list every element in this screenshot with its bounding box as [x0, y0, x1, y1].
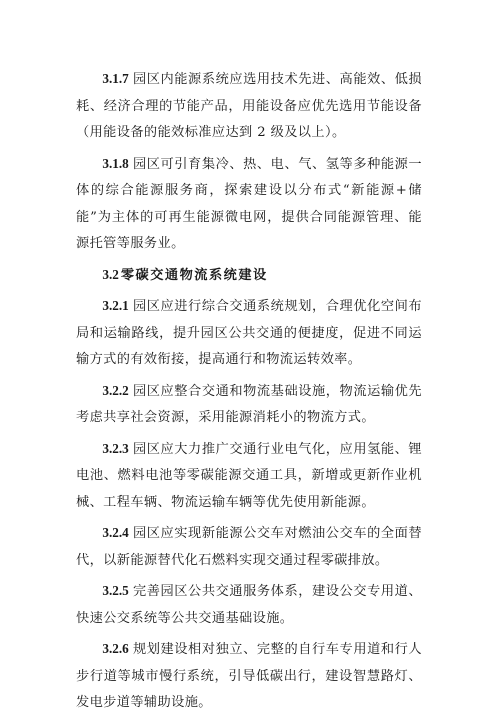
clause-number: 3.2.5	[102, 583, 129, 598]
clause-number: 3.1.8	[102, 155, 129, 171]
section-title: 零碳交通物流系统建设	[120, 267, 268, 283]
clause-3-2-6	[76, 636, 422, 717]
clause-number: 3.2.2	[102, 382, 129, 398]
clause-text: 园区可引育集冷、热、电、气、氢等多种能源一体的综合能源服务商，探索建设以分布式“新能源+储能”为主体的可再生能源微电网，提供合同能源管理、能源托管等服务业。	[76, 156, 422, 251]
document-body	[76, 66, 422, 721]
clause-number: 3.2.3	[102, 440, 129, 456]
clause-text: 规划建设相对独立、完整的自行车专用道和行人步行道等城市慢行系统，引导低碳出行，建设智慧路灯、发电步道等辅助设施。	[76, 642, 422, 710]
clause-text: 完善园区公共交通服务体系，建设公交专用道、快速公交系统等公共交通基础设施。	[76, 584, 422, 626]
clause-text: 园区应进行综合交通系统规划，合理优化空间布局和运输路线，提升园区公共交通的便捷度，促进不同运输方式的有效衔接，提高通行和物流运转效率。	[76, 299, 422, 367]
clause-number: 3.2.4	[102, 525, 129, 540]
clause-3-2-5	[76, 578, 422, 632]
clause-3-2-2	[76, 378, 422, 432]
clause-text: 园区应实现新能源公交车对燃油公交车的全面替代，以新能源替代化石燃料实现交通过程零碳排放。	[76, 526, 422, 568]
clause-3-2-3	[76, 436, 422, 517]
section-number: 3.2	[102, 266, 119, 282]
clause-3-2-1	[76, 293, 422, 374]
clause-number: 3.2.1	[102, 298, 129, 313]
clause-text: 园区应整合交通和物流基础设施，物流运输优先考虑共享社会资源，采用能源消耗小的物流方式。	[76, 383, 422, 425]
clause-3-1-8	[76, 151, 422, 258]
clause-number: 3.2.6	[102, 641, 129, 656]
clause-3-2-4	[76, 520, 422, 574]
section-heading-3-2	[76, 262, 422, 290]
clause-text: 园区应大力推广交通行业电气化，应用氢能、锂电池、燃料电池等零碳能源交通工具，新增或更新作业机械、工程车辆、物流运输车辆等优先使用新能源。	[76, 441, 422, 510]
clause-text: 园区内能源系统应选用技术先进、高能效、低损耗、经济合理的节能产品，用能设备应优先选用节能设备（用能设备的能效标准应达到 2 级及以上）。	[76, 72, 422, 140]
clause-number: 3.1.7	[102, 71, 129, 86]
clause-3-1-7	[76, 66, 422, 147]
